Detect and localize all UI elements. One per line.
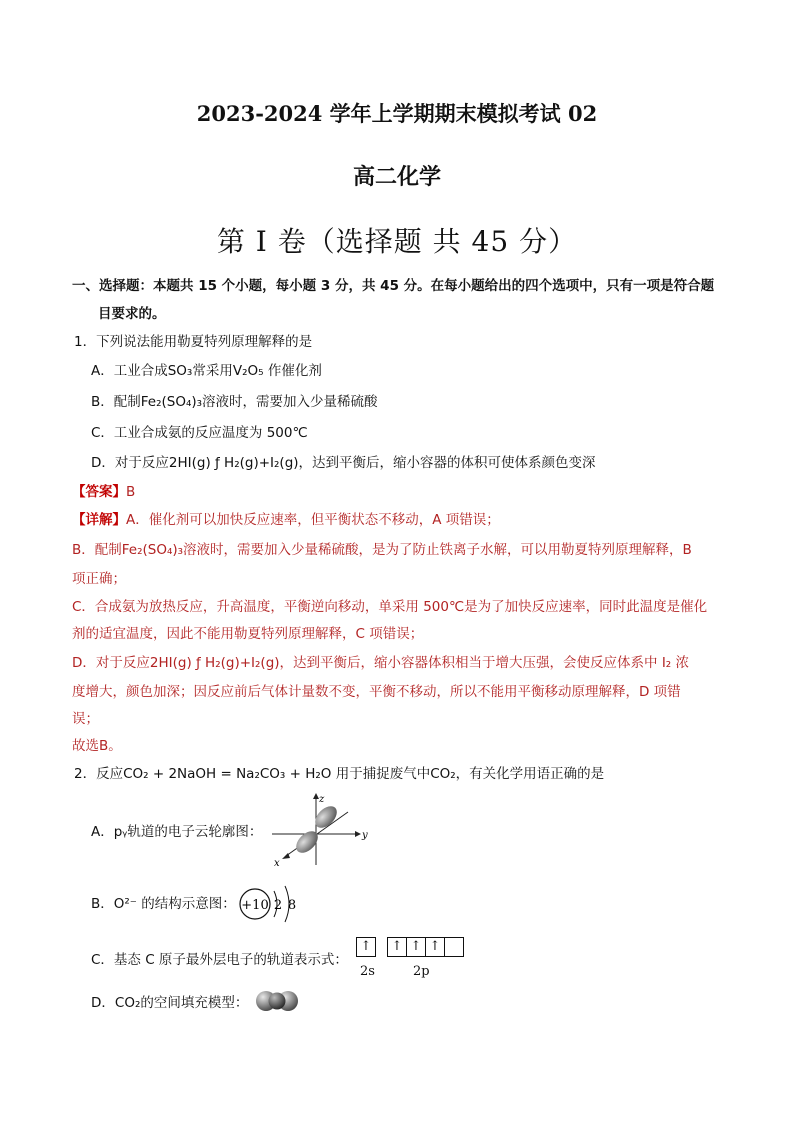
orbital-2p-boxes [387, 936, 464, 957]
inner-shell-electrons: 2 [273, 898, 283, 913]
q2-stem: 2．反应CO₂ + 2NaOH = Na₂CO₃ + H₂O 用于捕捉废气中CO₂，有关化学用语正确的是 [74, 766, 605, 782]
q1-option-a: A．工业合成SO₃常采用V₂O₅ 作催化剂 [91, 363, 322, 379]
y-axis-label: y [362, 830, 368, 841]
co2-space-filling-model [254, 988, 300, 1014]
q1-stem: 1．下列说法能用勒夏特列原理解释的是 [74, 334, 313, 350]
label-2s: 2s [360, 964, 375, 979]
orbital-lower-lobe [292, 827, 322, 857]
q1-conclusion: 故选B。 [72, 738, 122, 754]
q1-option-b: B．配制Fe₂(SO₄)₃溶液时，需要加入少量稀硫酸 [91, 394, 378, 410]
q1-detail-d-line-1: D．对于反应2HI(g) ƒ H₂(g)+I₂(g)，达到平衡后，缩小容器体积相当于增大压强，会使反应体系中 I₂ 浓 [72, 655, 690, 671]
carbon-atom [269, 993, 286, 1010]
x-axis-label: x [274, 858, 280, 869]
answer-value: B [126, 484, 136, 500]
orbital-box-2s: ↑ [356, 937, 376, 957]
orbital-box-2p-4 [445, 937, 464, 957]
q2-option-b: B．O²⁻ 的结构示意图： [91, 896, 236, 912]
orbital-2s-box [356, 936, 376, 957]
instructions-line-2: 目要求的。 [98, 306, 166, 322]
orbital-box-2p-3: ↑ [426, 937, 445, 957]
section-heading: 第 I 卷（选择题 共 45 分） [216, 225, 578, 258]
py-orbital-diagram [268, 790, 378, 870]
q1-option-d: D．对于反应2HI(g) ƒ H₂(g)+I₂(g)，达到平衡后，缩小容器的体积可使体系颜色变深 [91, 455, 596, 471]
nucleus-charge: +10 [241, 898, 269, 913]
q2-option-d: D．CO₂的空间填充模型： [91, 995, 249, 1011]
q2-option-c: C．基态 C 原子最外层电子的轨道表示式： [91, 952, 348, 968]
q1-detail-a [72, 511, 500, 529]
q1-answer [72, 483, 135, 501]
q1-detail-b-line-1: B．配制Fe₂(SO₄)₃溶液时，需要加入少量稀硫酸，是为了防止铁离子水解，可以用勒夏特列原理解释，B [72, 542, 692, 558]
y-axis-arrow [355, 831, 361, 837]
label-2p: 2p [413, 964, 430, 979]
outer-shell-electrons: 8 [287, 898, 297, 913]
q1-detail-c-line-1: C．合成氨为放热反应，升高温度，平衡逆向移动，单采用 500℃是为了加快反应速率，同时此温度是催化 [72, 599, 708, 615]
detail-label: 【详解】 [72, 512, 126, 528]
z-axis-label: z [319, 794, 325, 805]
q1-detail-d-line-3: 误； [72, 711, 99, 727]
orbital-box-2p-2: ↑ [407, 937, 426, 957]
instructions-line-1: 一、选择题：本题共 15 个小题，每小题 3 分，共 45 分。在每小题给出的四个选项中，只有一项是符合题 [72, 278, 715, 294]
document-title: 2023-2024 学年上学期期末模拟考试 02 [196, 101, 598, 126]
q1-detail-b-line-2: 项正确； [72, 571, 126, 587]
o2-structure-diagram [236, 880, 306, 926]
q1-detail-d-line-2: 度增大，颜色加深；因反应前后气体计量数不变，平衡不移动，所以不能用平衡移动原理解释，D 项错 [72, 684, 681, 700]
subject-title: 高二化学 [352, 164, 441, 190]
orbital-box-2p-1: ↑ [387, 937, 407, 957]
detail-a-text: A．催化剂可以加快反应速率，但平衡状态不移动，A 项错误； [126, 512, 500, 528]
q1-detail-c-line-2: 剂的适宜温度，因此不能用勒夏特列原理解释，C 项错误； [72, 626, 424, 642]
answer-label: 【答案】 [72, 484, 126, 500]
q1-option-c: C．工业合成氨的反应温度为 500℃ [91, 425, 308, 441]
q2-option-a: A．pᵧ轨道的电子云轮廓图： [91, 824, 263, 840]
